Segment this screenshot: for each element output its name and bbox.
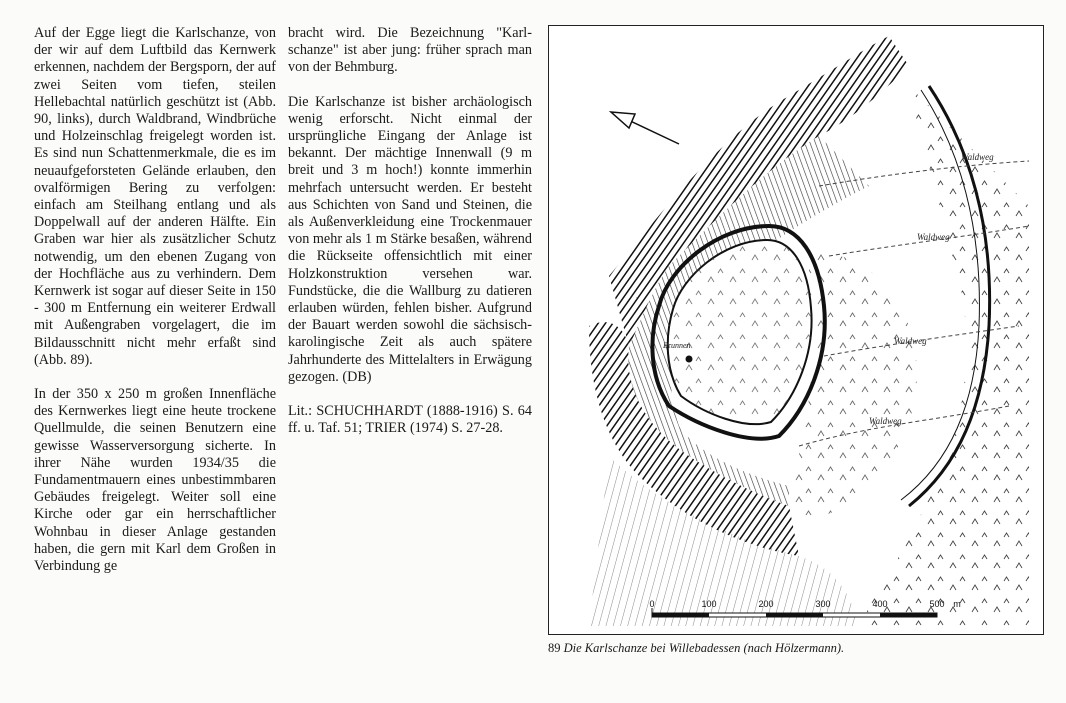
well-marker [686, 356, 693, 363]
scale-label: 100 [701, 599, 717, 609]
scale-label: 200 [758, 599, 774, 609]
caption-number: 89 [548, 641, 561, 655]
text-column-middle [288, 25, 532, 454]
map-label-waldweg: Waldweg [869, 416, 902, 426]
paragraph: Die Karlschanze ist bisher archäologisch wenig erforscht. Nicht einmal der ursprüngliche Eingang der Anlage ist bekannt. Der mächtige Innenwall (9 m breit und 3 m hoch!) konnte immerhin mehrfach untersucht werden. Er besteht aus Schichten von Sand und Steinen, die als Außenverkleidung eine Trockenmauer von mehr als 1 m Stärke besaßen, während die Rückseite offensichtlich mit einer Holzkonstruktion versehen war. Fundstücke, die die Wallburg zu datieren erlauben würden, fehlen bisher. Aufgrund der Bauart werden sowohl die sächsisch-karolingische Zeit als auch spätere Jahrhunderte des Mittelalters in Erwägung gezogen. (DB) [288, 93, 532, 385]
scale-label: 0 [649, 599, 655, 609]
paragraph: Auf der Egge liegt die Karlschanze, von der wir auf dem Luftbild das Kernwerk erkennen, nachdem der Bergsporn, der auf zwei Seiten vom tiefen, steilen Hellebachtal natürlich geschützt ist (Abb. 90, links), durch Waldbrand, Windbrüche und Holzeinschlag freigelegt worden ist. Es sind nun Schattenmerkmale, die es im neuaufgeforsteten Gelände erlauben, den ovalförmigen Bering zu verfolgen: einfach am Steilhang entlang und als Doppelwall auf der anderen Hälfte. Ein Graben war hier als zusätzlicher Schutz notwendig, um den ebenen Zugang von der Hochfläche aus zu verhindern. Dem Kernwerk ist sogar auf dieser Seite in 150 - 300 m Entfernung ein weiterer Erdwall mit Außengraben vorgelagert, die im Bildausschnitt nicht mehr erfaßt sind (Abb. 89). [34, 25, 276, 368]
map-label-waldweg: Waldweg [961, 152, 994, 162]
map-label-waldweg: Waldweg [894, 336, 927, 346]
scale-label: 300 [815, 599, 831, 609]
paragraph: In der 350 x 250 m großen Innenfläche des Kernwerkes liegt eine heute trockene Quellmulde, die seinen Benutzern eine gewisse Wasserversorgung sicherte. In ihrer Nähe wurden 1934/35 die Fundamentmauern eines unbestimmbaren Gebäudes freigelegt. Weiter soll eine Kirche oder gar ein herrschaftlicher Wohnbau in dieser Anlage gestanden haben, die gern mit Karl dem Großen in Verbindung ge [34, 386, 276, 575]
caption-text: Die Karlschanze bei Willebadessen (nach Hölzermann). [563, 641, 845, 655]
scale-label: 400 [872, 599, 888, 609]
north-arrow [611, 112, 679, 144]
text-column-left [34, 25, 276, 592]
scale-unit: m [953, 599, 961, 609]
figure-caption [548, 641, 844, 656]
paragraph: bracht wird. Die Bezeichnung "Karlschanze" ist aber jung: früher sprach man von der Behmburg. [288, 25, 532, 76]
literature-reference: Lit.: SCHUCHHARDT (1888-1916) S. 64 ff. u. Taf. 51; TRIER (1974) S. 27-28. [288, 403, 532, 437]
karlschanze-map [549, 26, 1043, 634]
map-figure [548, 25, 1044, 635]
scale-label: 500 [929, 599, 945, 609]
map-label-brunnen: Brunnen [663, 341, 691, 350]
map-label-waldweg: Waldweg [917, 232, 950, 242]
